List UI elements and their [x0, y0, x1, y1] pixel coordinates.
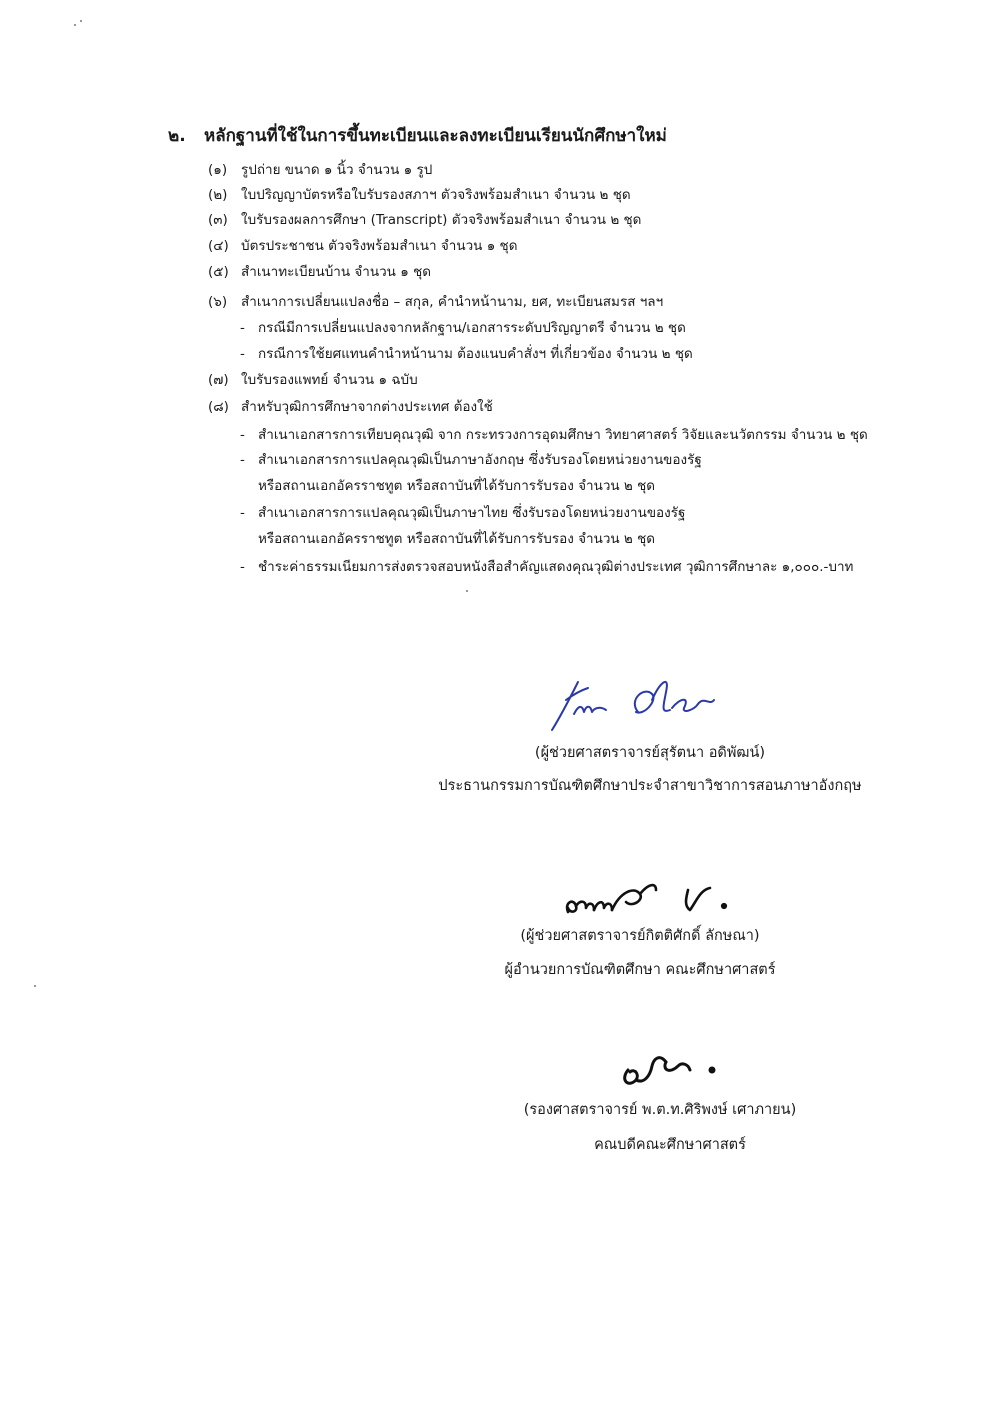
list-item	[208, 260, 431, 282]
dash-marker: -	[240, 427, 245, 443]
list-item	[208, 183, 631, 205]
item-text: รูปถ่าย ขนาด ๑ นิ้ว จำนวน ๑ รูป	[241, 162, 433, 178]
list-item	[208, 368, 418, 390]
scan-speck	[466, 590, 468, 592]
sub-item	[240, 501, 685, 523]
signatory-3-position: คณบดีคณะศึกษาศาสตร์	[594, 1137, 746, 1153]
signatory-3-name: (รองศาสตราจารย์ พ.ต.ท.ศิริพงษ์ เศาภายน)	[523, 1102, 797, 1118]
item-number: (๒)	[208, 187, 228, 203]
item-text: ใบปริญญาบัตรหรือใบรับรองสภาฯ ตัวจริงพร้อมสำเนา จำนวน ๒ ชุด	[241, 187, 631, 203]
item-text: สำเนาการเปลี่ยนแปลงชื่อ – สกุล, คำนำหน้านาม, ยศ, ทะเบียนสมรส ฯลฯ	[241, 294, 664, 310]
section-heading	[168, 122, 667, 149]
signature-1-image	[548, 670, 738, 740]
signatory-2-name: (ผู้ช่วยศาสตราจารย์กิตติศักดิ์ ลักษณา)	[520, 928, 760, 944]
sub-item-text: กรณีการใช้ยศแทนคำนำหน้านาม ต้องแนบคำสั่งฯ ที่เกี่ยวข้อง จำนวน ๒ ชุด	[258, 346, 693, 362]
sub-item	[240, 448, 702, 470]
dash-marker: -	[240, 505, 245, 521]
sub-item	[240, 316, 686, 338]
list-item	[208, 234, 518, 256]
sub-item-continuation: หรือสถานเอกอัครราชทูต หรือสถาบันที่ได้รับการรับรอง จำนวน ๒ ชุด	[258, 531, 656, 547]
section-title: หลักฐานที่ใช้ในการขึ้นทะเบียนและลงทะเบียนเรียนนักศึกษาใหม่	[204, 126, 667, 146]
dash-marker: -	[240, 320, 245, 336]
signatory-2-position: ผู้อำนวยการบัณฑิตศึกษา คณะศึกษาศาสตร์	[504, 962, 776, 978]
sub-item-text: กรณีมีการเปลี่ยนแปลงจากหลักฐาน/เอกสารระดับปริญญาตรี จำนวน ๒ ชุด	[258, 320, 686, 336]
sub-item-text: สำเนาเอกสารการแปลคุณวุฒิเป็นภาษาไทย ซึ่งรับรองโดยหน่วยงานของรัฐ	[258, 505, 686, 521]
item-number: (๗)	[208, 372, 229, 388]
scan-speck	[80, 20, 82, 22]
dash-marker: -	[240, 452, 245, 468]
item-number: (๖)	[208, 294, 228, 310]
sub-item-text: สำเนาเอกสารการเทียบคุณวุฒิ จาก กระทรวงการอุดมศึกษา วิทยาศาสตร์ วิจัยและนวัตกรรม จำนวน ๒ ชุด	[258, 427, 868, 443]
list-item	[208, 395, 493, 417]
item-text: ใบรับรองแพทย์ จำนวน ๑ ฉบับ	[241, 372, 418, 388]
sub-item	[240, 555, 853, 577]
sub-item	[240, 342, 693, 364]
item-number: (๕)	[208, 264, 229, 280]
item-number: (๓)	[208, 212, 228, 228]
list-item	[208, 158, 432, 180]
sub-item-continuation: หรือสถานเอกอัครราชทูต หรือสถาบันที่ได้รับการรับรอง จำนวน ๒ ชุด	[258, 478, 656, 494]
item-text: สำเนาทะเบียนบ้าน จำนวน ๑ ชุด	[241, 264, 431, 280]
section-number: ๒.	[168, 126, 186, 146]
sub-item	[240, 423, 868, 445]
list-item	[208, 208, 641, 230]
signatory-1-name: (ผู้ช่วยศาสตราจารย์สุรัตนา อดิพัฒน์)	[534, 745, 766, 761]
item-number: (๑)	[208, 162, 228, 178]
dash-marker: -	[240, 559, 245, 575]
item-number: (๘)	[208, 399, 229, 415]
scan-speck	[74, 24, 76, 26]
signature-3-image	[616, 1040, 736, 1092]
item-text: ใบรับรองผลการศึกษา (Transcript) ตัวจริงพร้อมสำเนา จำนวน ๒ ชุด	[241, 212, 642, 228]
signatory-1-position: ประธานกรรมการบัณฑิตศึกษาประจำสาขาวิชาการสอนภาษาอังกฤษ	[438, 778, 862, 794]
list-item	[208, 290, 663, 312]
item-text: บัตรประชาชน ตัวจริงพร้อมสำเนา จำนวน ๑ ชุด	[241, 238, 518, 254]
item-number: (๔)	[208, 238, 229, 254]
sub-item-text: ชำระค่าธรรมเนียมการส่งตรวจสอบหนังสือสำคัญแสดงคุณวุฒิต่างประเทศ วุฒิการศึกษาละ ๑,๐๐๐.-บาท	[258, 559, 854, 575]
item-text: สำหรับวุฒิการศึกษาจากต่างประเทศ ต้องใช้	[241, 399, 493, 415]
scan-speck	[34, 985, 36, 987]
signature-2-image	[560, 872, 760, 922]
sub-item-text: สำเนาเอกสารการแปลคุณวุฒิเป็นภาษาอังกฤษ ซึ่งรับรองโดยหน่วยงานของรัฐ	[258, 452, 702, 468]
dash-marker: -	[240, 346, 245, 362]
